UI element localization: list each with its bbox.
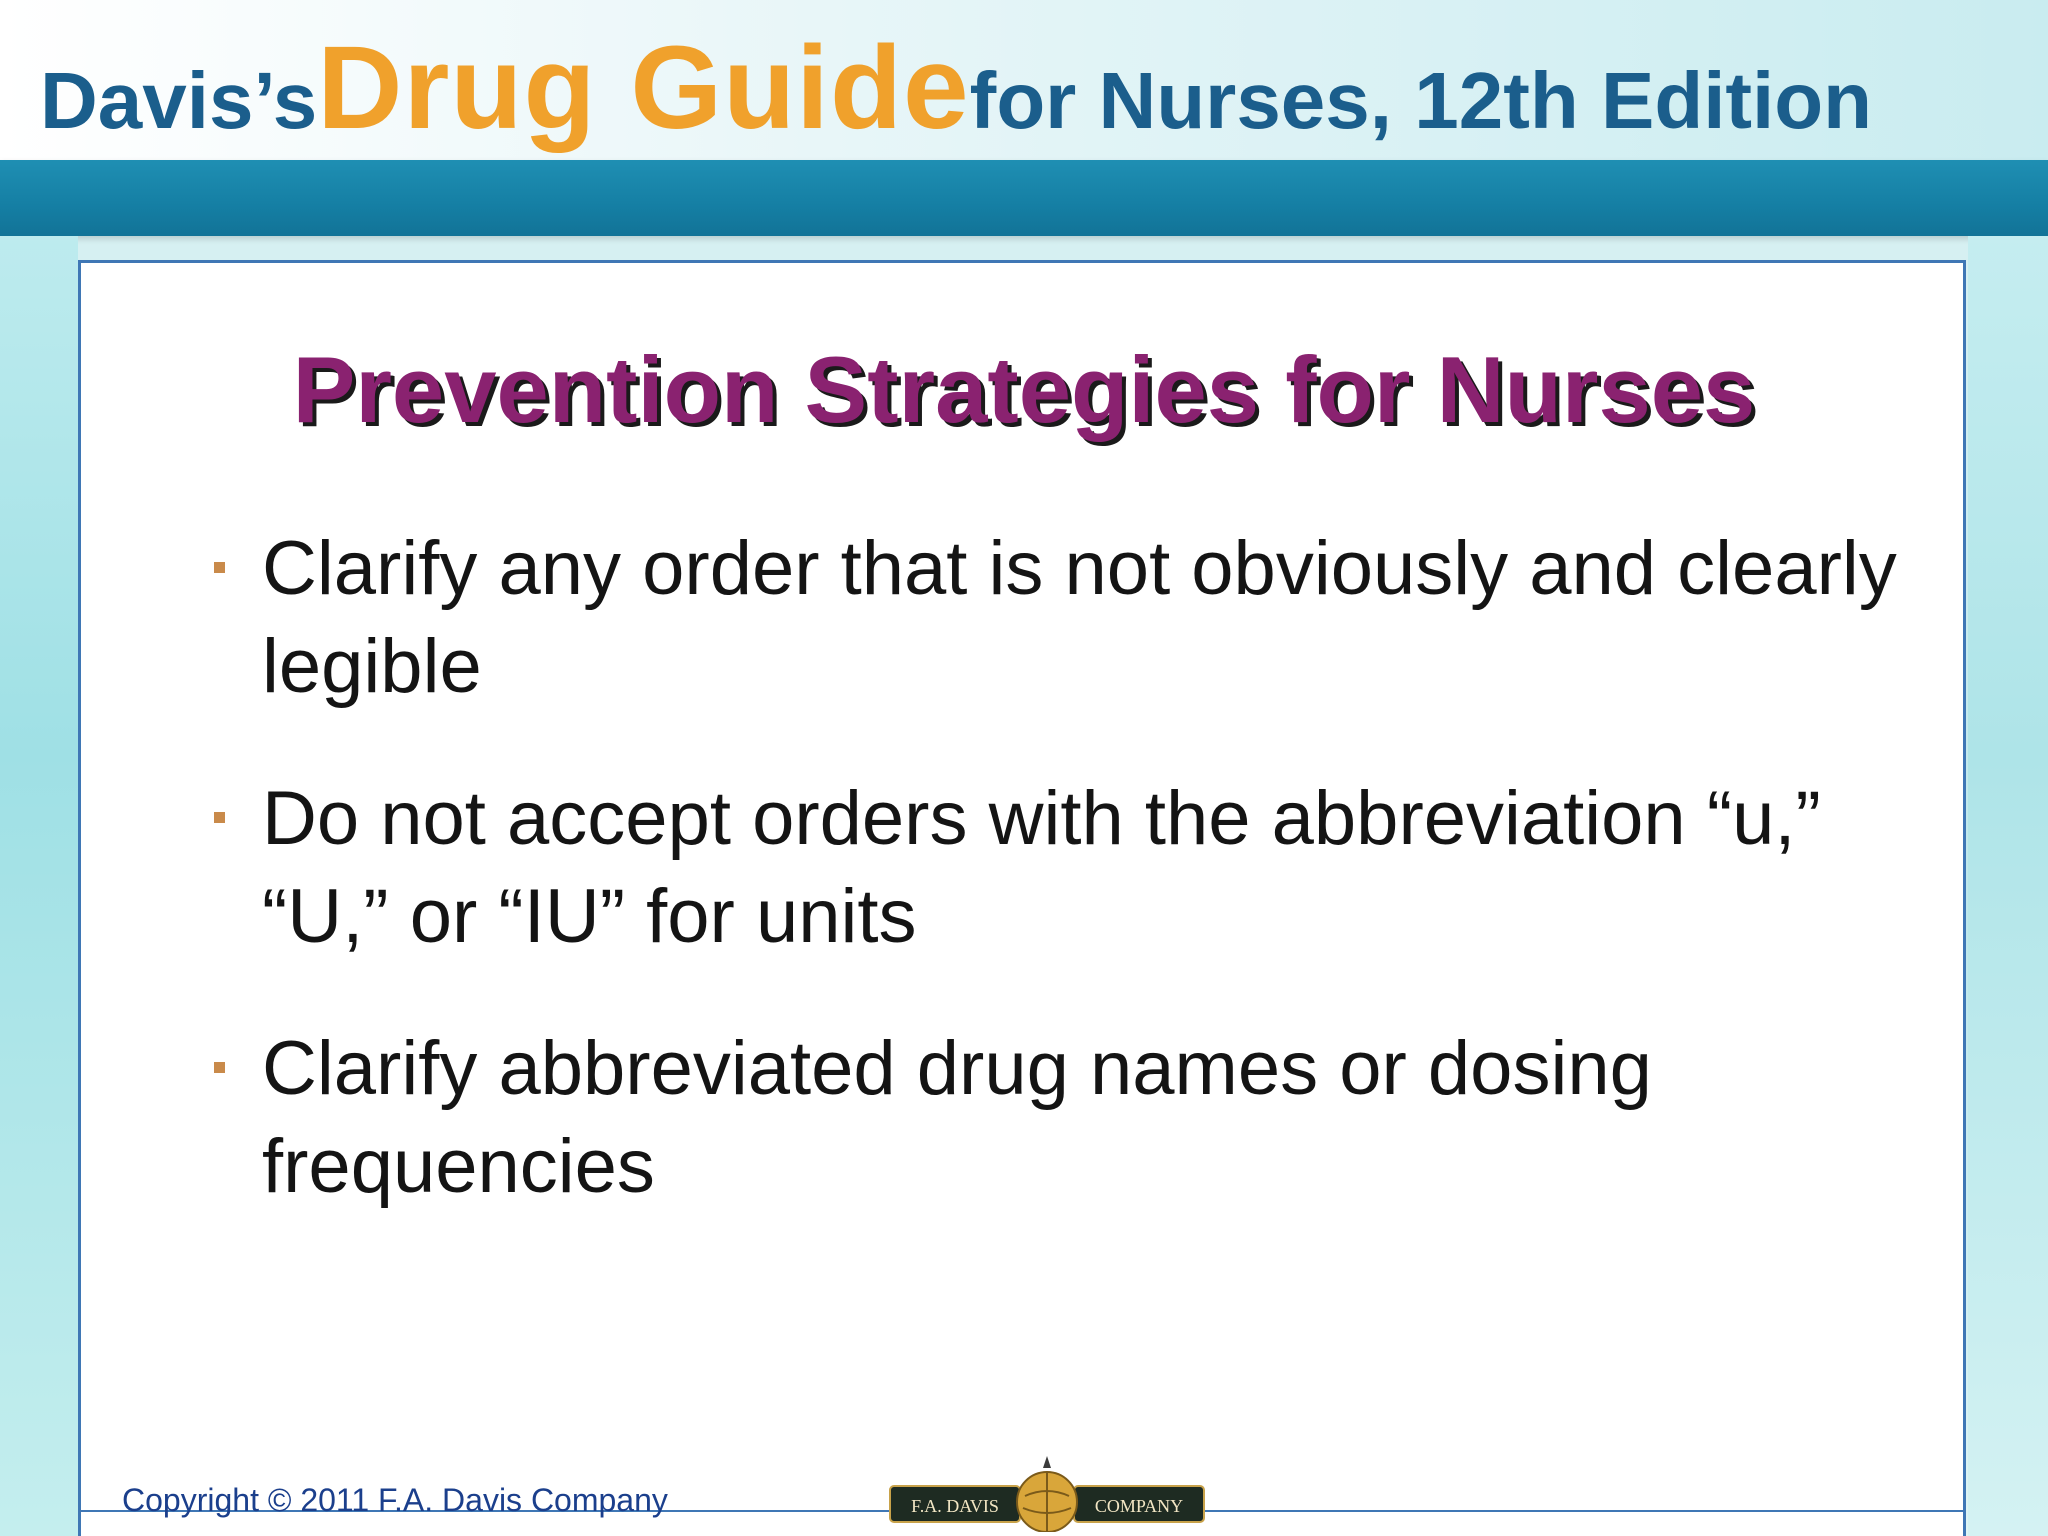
bullet-marker-icon bbox=[214, 1062, 225, 1073]
copyright-notice: Copyright © 2011 F.A. Davis Company bbox=[122, 1482, 668, 1518]
book-title bbox=[40, 18, 2040, 171]
book-title-prefix: Davis’s bbox=[40, 56, 318, 145]
slide-title: Prevention Strategies for Nurses bbox=[292, 337, 1756, 442]
bullet-text: Clarify abbreviated drug names or dosing frequencies bbox=[262, 1026, 1652, 1209]
bullet-list bbox=[206, 520, 1906, 1270]
bullet-text: Clarify any order that is not obviously and clearly legible bbox=[262, 526, 1897, 709]
bullet-marker-icon bbox=[214, 562, 225, 573]
fa-davis-logo-icon bbox=[888, 1452, 1206, 1532]
book-title-suffix: for Nurses, 12th Edition bbox=[969, 56, 1873, 145]
bullet-item bbox=[206, 520, 1906, 716]
bullet-text: Do not accept orders with the abbreviation “u,” “U,” or “IU” for units bbox=[262, 776, 1821, 959]
bullet-marker-icon bbox=[214, 812, 225, 823]
bullet-item bbox=[206, 1020, 1906, 1216]
bullet-item bbox=[206, 770, 1906, 966]
logo-text-right: COMPANY bbox=[1094, 1496, 1184, 1516]
header-divider-bar bbox=[0, 160, 2048, 236]
book-title-highlight: Drug Guide bbox=[317, 22, 970, 154]
logo-text-left: F.A. DAVIS bbox=[911, 1496, 999, 1516]
